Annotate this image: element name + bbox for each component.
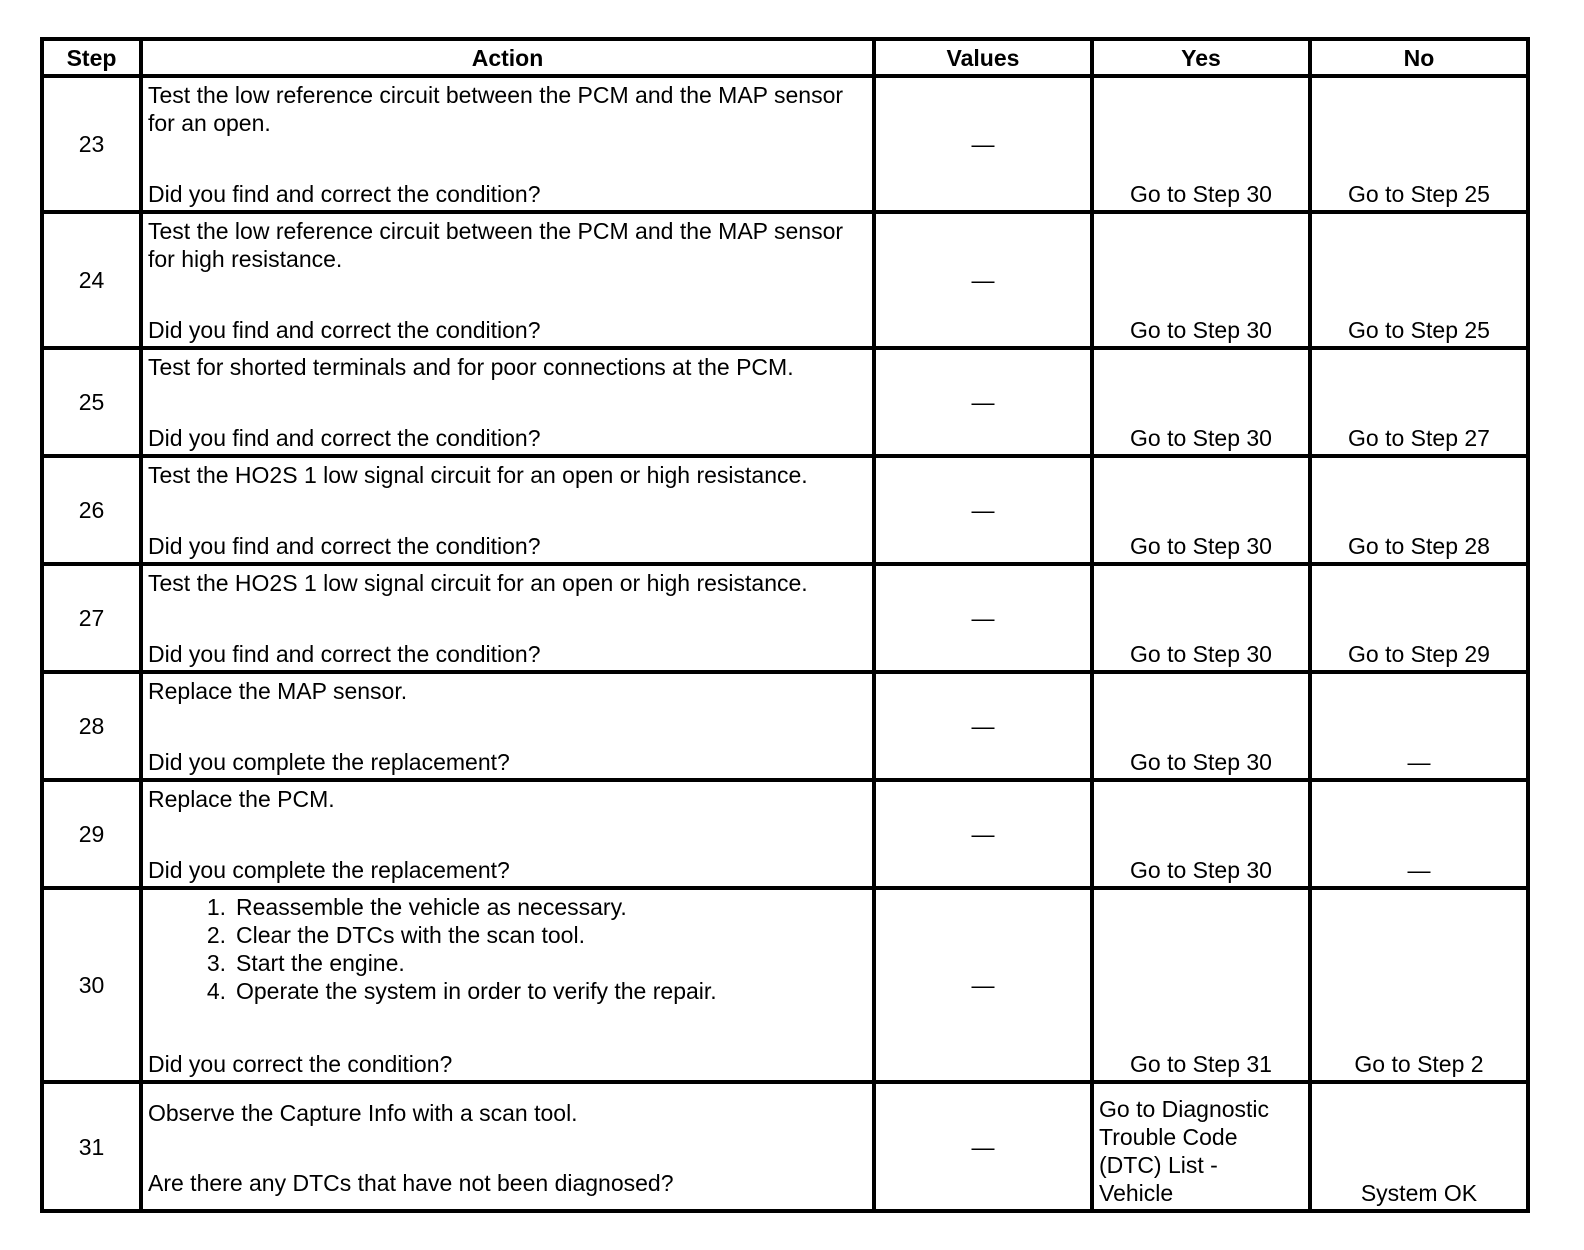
yes-cell: Go to Step 30 [1092, 76, 1310, 212]
list-text: Operate the system in order to verify the repair. [236, 978, 717, 1004]
table-row [42, 672, 1528, 780]
table-row [42, 212, 1528, 348]
action-cell [141, 888, 874, 1082]
action-text: Test the HO2S 1 low signal circuit for an open or high resistance. [148, 462, 808, 488]
no-cell: — [1310, 672, 1528, 780]
yes-cell: Go to Step 31 [1092, 888, 1310, 1082]
action-cell [141, 456, 874, 564]
list-number: 1. [206, 894, 226, 920]
header-step: Step [42, 39, 141, 76]
action-cell [141, 564, 874, 672]
values-cell: — [874, 672, 1092, 780]
no-cell: Go to Step 29 [1310, 564, 1528, 672]
list-number: 2. [206, 922, 226, 948]
no-cell: Go to Step 27 [1310, 348, 1528, 456]
action-cell [141, 1082, 874, 1211]
values-cell: — [874, 348, 1092, 456]
step-number: 26 [42, 456, 141, 564]
table-row [42, 456, 1528, 564]
step-number: 30 [42, 888, 141, 1082]
yes-cell [1092, 1082, 1310, 1211]
step-number: 24 [42, 212, 141, 348]
list-text: Start the engine. [236, 950, 405, 976]
yes-cell: Go to Step 30 [1092, 348, 1310, 456]
action-cell [141, 76, 874, 212]
values-cell: — [874, 780, 1092, 888]
header-values: Values [874, 39, 1092, 76]
no-cell: Go to Step 28 [1310, 456, 1528, 564]
action-text: Test the HO2S 1 low signal circuit for an open or high resistance. [148, 570, 808, 596]
action-question: Did you complete the replacement? [148, 749, 510, 775]
list-number: 4. [206, 978, 226, 1004]
action-text: Replace the PCM. [148, 786, 335, 812]
header-no: No [1310, 39, 1528, 76]
header-row [42, 39, 1528, 76]
table-row [42, 780, 1528, 888]
action-text: Test the low reference circuit between the PCM and the MAP sensor for an open. [148, 82, 844, 136]
list-item [148, 977, 868, 1005]
step-number: 25 [42, 348, 141, 456]
action-question: Did you correct the condition? [148, 1051, 453, 1077]
action-question: Did you find and correct the condition? [148, 425, 541, 451]
list-text: Reassemble the vehicle as necessary. [236, 894, 627, 920]
action-cell [141, 212, 874, 348]
values-cell: — [874, 76, 1092, 212]
action-cell [141, 780, 874, 888]
no-cell: Go to Step 2 [1310, 888, 1528, 1082]
action-question: Did you find and correct the condition? [148, 641, 541, 667]
action-cell [141, 672, 874, 780]
yes-line: (DTC) List - [1099, 1152, 1218, 1178]
step-number: 28 [42, 672, 141, 780]
yes-cell: Go to Step 30 [1092, 672, 1310, 780]
values-cell: — [874, 564, 1092, 672]
action-question: Did you complete the replacement? [148, 857, 510, 883]
list-number: 3. [206, 950, 226, 976]
yes-cell: Go to Step 30 [1092, 456, 1310, 564]
header-action: Action [141, 39, 874, 76]
yes-cell: Go to Step 30 [1092, 212, 1310, 348]
list-item [148, 921, 868, 949]
action-text: Test for shorted terminals and for poor connections at the PCM. [148, 354, 794, 380]
action-text: Test the low reference circuit between the PCM and the MAP sensor for high resistance. [148, 218, 844, 272]
values-cell: — [874, 888, 1092, 1082]
list-item [148, 893, 868, 921]
values-cell: — [874, 456, 1092, 564]
values-cell: — [874, 212, 1092, 348]
yes-line: Vehicle [1099, 1180, 1174, 1206]
action-cell [141, 348, 874, 456]
table-row [42, 348, 1528, 456]
action-text: Replace the MAP sensor. [148, 678, 408, 704]
no-cell: — [1310, 780, 1528, 888]
action-question: Did you find and correct the condition? [148, 181, 541, 207]
list-text: Clear the DTCs with the scan tool. [236, 922, 585, 948]
yes-cell: Go to Step 30 [1092, 564, 1310, 672]
no-cell: Go to Step 25 [1310, 76, 1528, 212]
yes-line: Go to Diagnostic [1099, 1096, 1270, 1122]
action-question: Did you find and correct the condition? [148, 533, 541, 559]
no-cell: System OK [1310, 1082, 1528, 1211]
action-text: Observe the Capture Info with a scan tool. [148, 1100, 578, 1126]
step-number: 23 [42, 76, 141, 212]
step-number: 31 [42, 1082, 141, 1211]
procedure-list [148, 893, 868, 1005]
table-row [42, 76, 1528, 212]
diagnostic-table [40, 37, 1530, 1213]
yes-line: Trouble Code [1099, 1124, 1238, 1150]
action-question: Are there any DTCs that have not been diagnosed? [148, 1170, 674, 1196]
yes-cell: Go to Step 30 [1092, 780, 1310, 888]
action-question: Did you find and correct the condition? [148, 317, 541, 343]
table-row [42, 888, 1528, 1082]
header-yes: Yes [1092, 39, 1310, 76]
table-row [42, 564, 1528, 672]
values-cell: — [874, 1082, 1092, 1211]
step-number: 29 [42, 780, 141, 888]
table-row [42, 1082, 1528, 1211]
step-number: 27 [42, 564, 141, 672]
no-cell: Go to Step 25 [1310, 212, 1528, 348]
list-item [148, 949, 868, 977]
